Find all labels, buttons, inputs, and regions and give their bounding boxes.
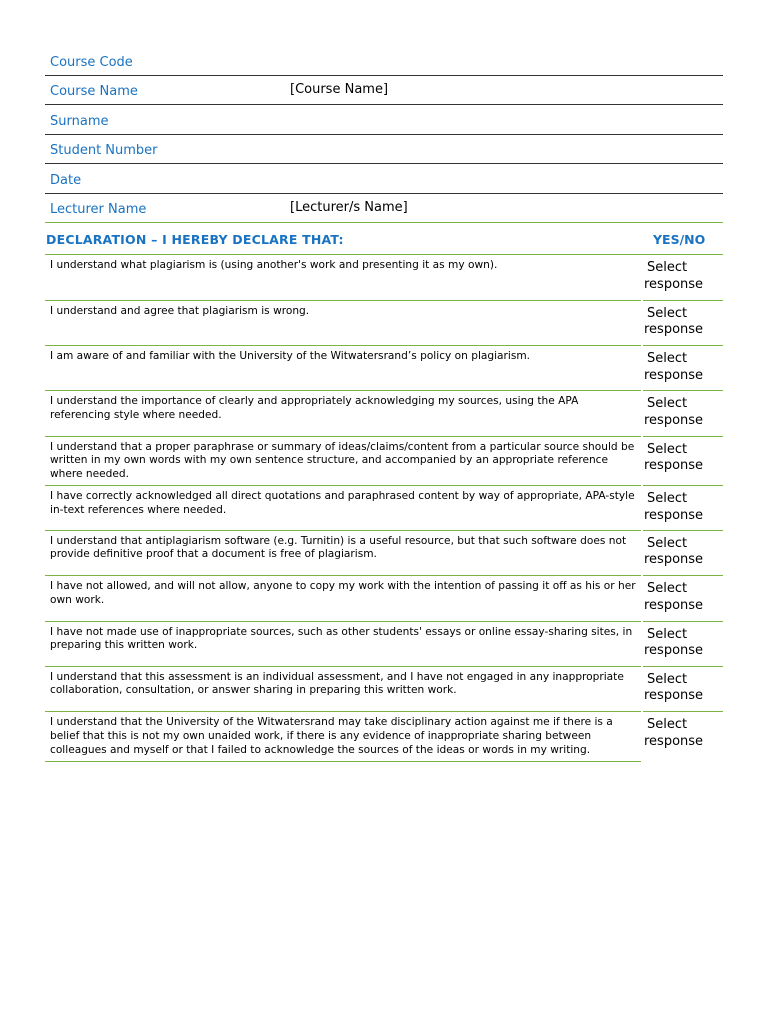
statement-row bbox=[45, 667, 723, 713]
course-code-row bbox=[45, 46, 723, 76]
lecturer-name-row bbox=[45, 194, 723, 224]
response-select[interactable]: Select response bbox=[643, 391, 723, 437]
statement-text: I have correctly acknowledged all direct quotations and paraphrased content by way of appropriate, APA-style in-text references where needed. bbox=[45, 486, 641, 531]
lecturer-name-value[interactable]: [Lecturer/s Name] bbox=[290, 200, 408, 215]
response-select[interactable]: Select response bbox=[643, 667, 723, 713]
declaration-form bbox=[45, 46, 723, 762]
statement-row bbox=[45, 712, 723, 762]
surname-row bbox=[45, 105, 723, 135]
statement-text: I understand that antiplagiarism software (e.g. Turnitin) is a useful resource, but that such software does not provide definitive proof that a document is free of plagiarism. bbox=[45, 531, 641, 577]
response-select[interactable]: Select response bbox=[643, 301, 723, 347]
date-row bbox=[45, 164, 723, 194]
lecturer-name-label: Lecturer Name bbox=[50, 202, 147, 217]
response-select[interactable]: Select response bbox=[643, 255, 723, 301]
statement-row bbox=[45, 437, 723, 487]
date-label: Date bbox=[50, 172, 82, 188]
statement-text: I understand the importance of clearly and appropriately acknowledging my sources, using the APA referencing style where needed. bbox=[45, 391, 641, 437]
course-name-label: Course Name bbox=[50, 84, 138, 99]
course-code-label: Course Code bbox=[50, 54, 133, 70]
course-name-value[interactable]: [Course Name] bbox=[290, 82, 389, 97]
surname-label: Surname bbox=[50, 113, 109, 129]
student-number-label: Student Number bbox=[50, 143, 158, 158]
response-select[interactable]: Select response bbox=[643, 486, 723, 531]
statement-text: I have not allowed, and will not allow, anyone to copy my work with the intention of passing it off as his or her own work. bbox=[45, 576, 641, 622]
statement-text: I understand what plagiarism is (using another's work and presenting it as my own). bbox=[45, 255, 641, 301]
student-number-row bbox=[45, 135, 723, 165]
response-select[interactable]: Select response bbox=[643, 346, 723, 391]
statement-row bbox=[45, 622, 723, 667]
statement-row bbox=[45, 486, 723, 531]
response-select[interactable]: Select response bbox=[643, 437, 723, 487]
statement-text: I understand that this assessment is an individual assessment, and I have not engaged in any inappropriate collaboration, consultation, or answer sharing in preparing this written work. bbox=[45, 667, 641, 713]
statement-row bbox=[45, 346, 723, 391]
statement-row bbox=[45, 576, 723, 622]
yes-no-header: YES/NO bbox=[653, 232, 706, 247]
statement-text: I understand that the University of the Witwatersrand may take disciplinary action against me if there is a belief that this is not my own unaided work, if there is any evidence of inappropriate sharing between colleagues and myself or that I failed to acknowledge the sources of the ideas or words in my writing. bbox=[45, 712, 641, 762]
statement-row bbox=[45, 391, 723, 437]
statement-row bbox=[45, 531, 723, 577]
statement-row bbox=[45, 255, 723, 301]
course-name-row bbox=[45, 76, 723, 106]
response-select[interactable]: Select response bbox=[643, 622, 723, 667]
statement-row bbox=[45, 301, 723, 347]
response-select[interactable]: Select response bbox=[643, 531, 723, 577]
statement-text: I have not made use of inappropriate sources, such as other students' essays or online essay-sharing sites, in preparing this written work. bbox=[45, 622, 641, 667]
response-select[interactable]: Select response bbox=[644, 717, 704, 749]
statement-text: I understand that a proper paraphrase or summary of ideas/claims/content from a particular source should be written in my own words with my own sentence structure, and accompanied by an appropriate reference where needed. bbox=[45, 437, 641, 487]
statement-text: I am aware of and familiar with the University of the Witwatersrand’s policy on plagiarism. bbox=[45, 346, 641, 391]
declaration-header bbox=[45, 223, 723, 255]
response-select[interactable]: Select response bbox=[643, 576, 723, 622]
statement-text: I understand and agree that plagiarism is wrong. bbox=[45, 301, 641, 347]
declaration-title: DECLARATION – I HEREBY DECLARE THAT: bbox=[46, 232, 344, 247]
